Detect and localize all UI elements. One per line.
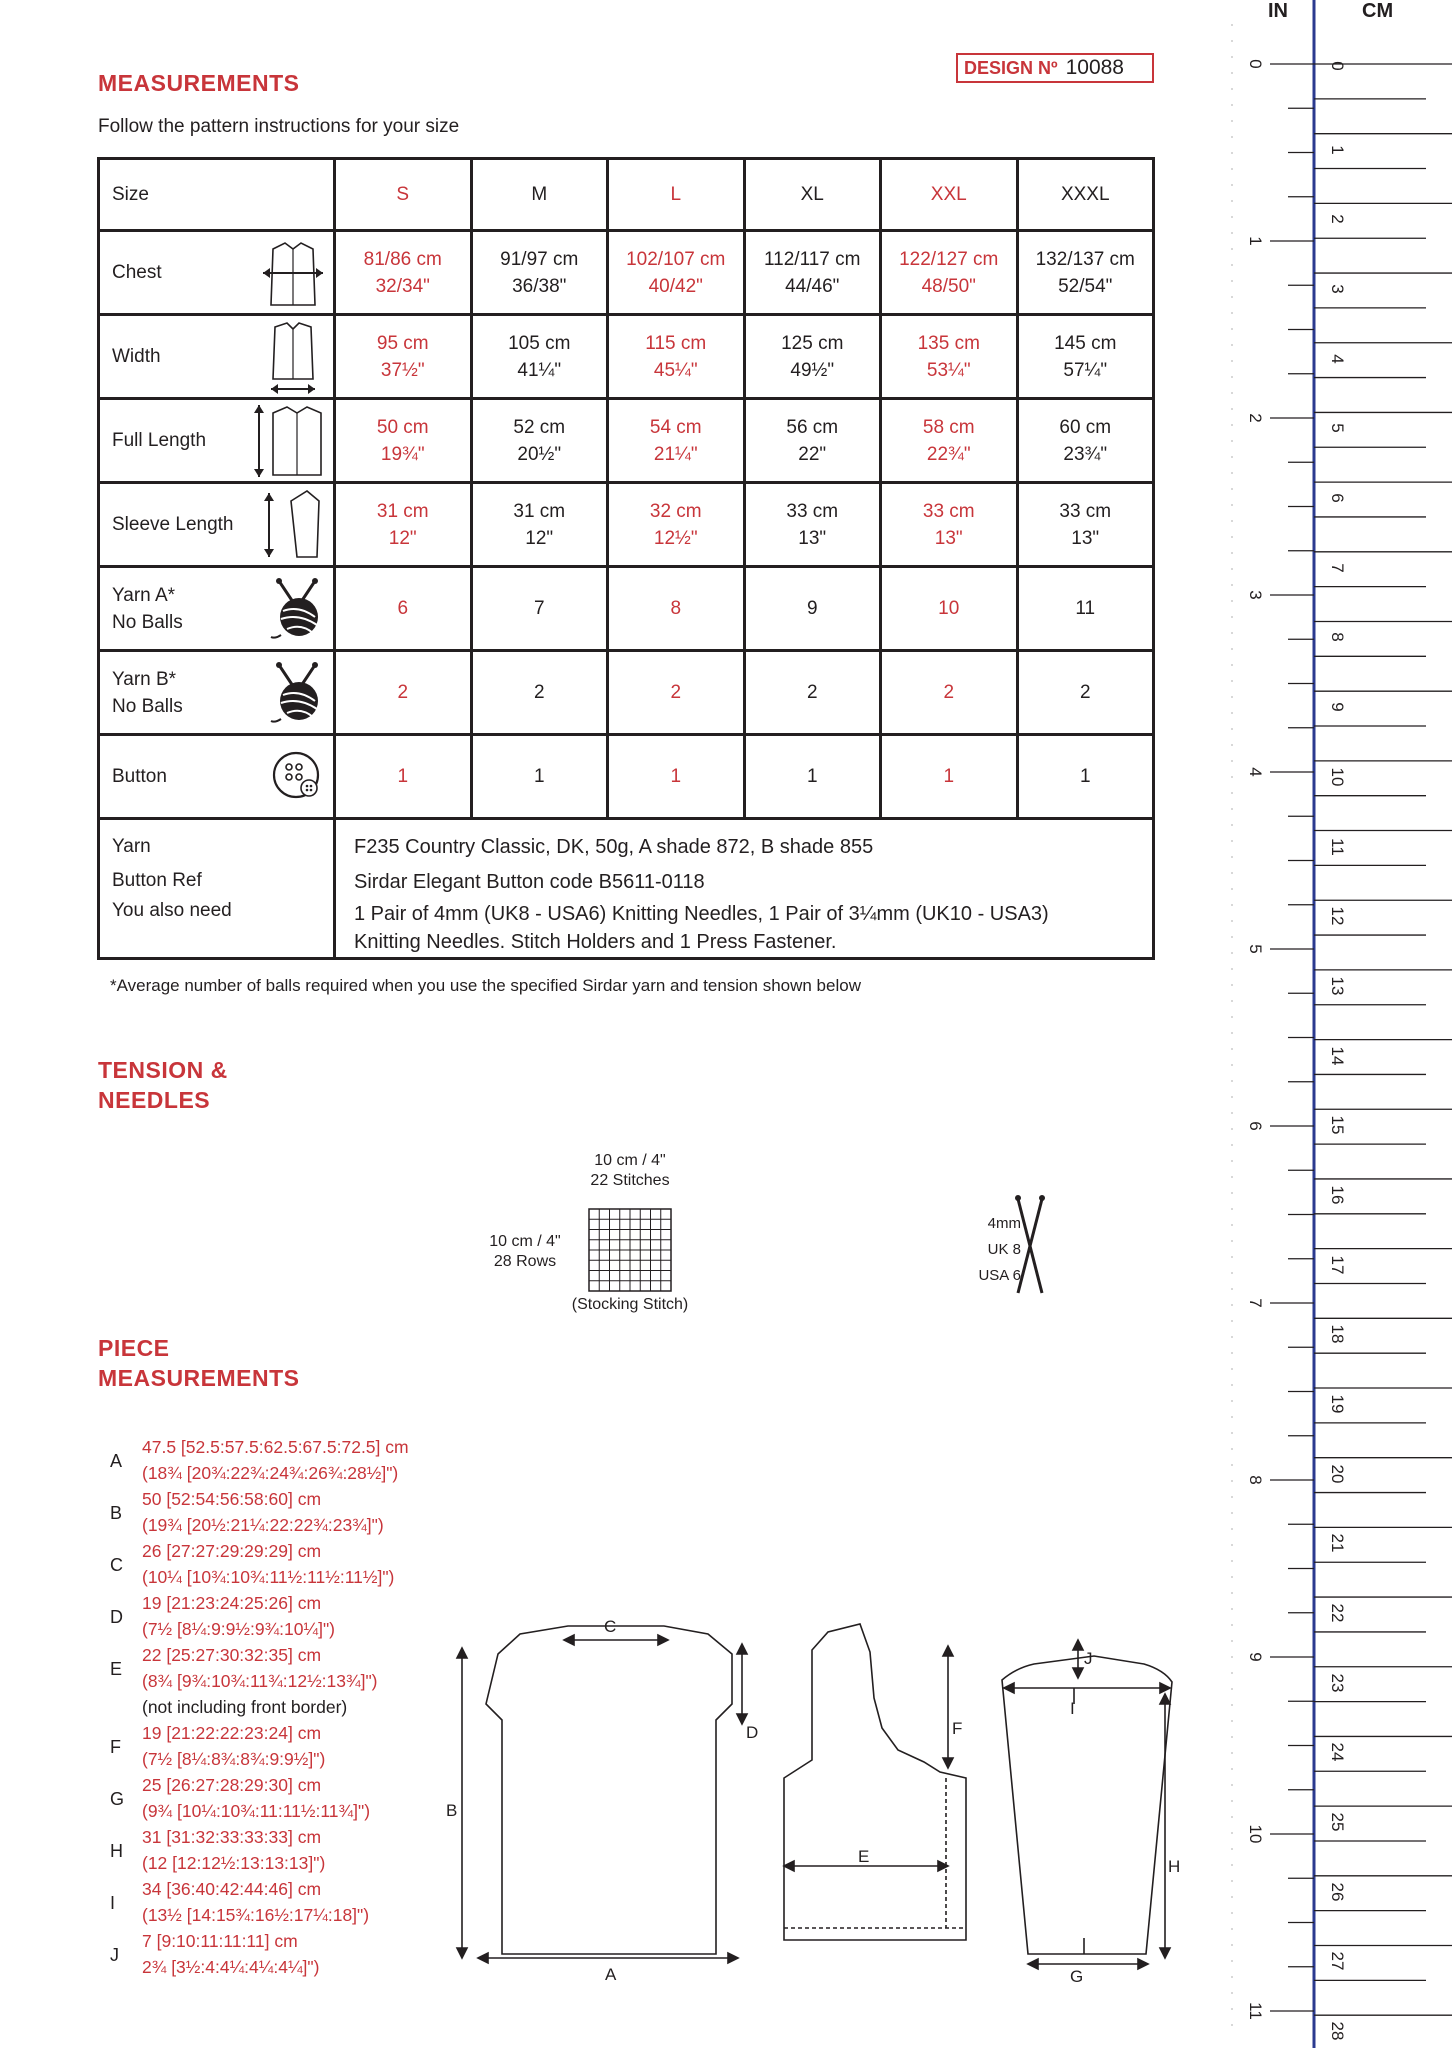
diagram-label-j: J [1084,1649,1093,1668]
knitting-needles-icon [1010,1193,1050,1297]
inch-number: 9 [1246,1652,1265,1662]
front-border-line [784,1778,966,1928]
diagram-label-e: E [858,1847,870,1866]
piece-item-d: D 19 [21:23:24:25:26] cm (7½ [8¼:9:9½:9¾:10¼]") [110,1593,336,1639]
piece-item-f: F 19 [21:22:22:23:24] cm (7½ [8¼:8¾:8¾:9:9½]") [110,1723,326,1769]
tension-grid [588,1208,672,1292]
cm-number: 25 [1328,1812,1347,1832]
sleeve-length-xxl: 33 cm 13" [881,483,1018,567]
yarn-a-row [99,567,1154,651]
width-row [99,315,1154,399]
materials-row [99,819,1154,959]
yarn-a-xxxl: 11 [1017,567,1154,651]
cm-number: 11 [1328,837,1347,856]
yarn-b-m: 2 [471,651,608,735]
sleeve-piece-outline [1002,1656,1172,1954]
back-piece-outline [486,1626,732,1954]
yarn-info-label: Yarn [112,836,151,857]
size-s: S [335,159,472,231]
cm-number: 0 [1328,61,1347,71]
cm-number: 15 [1328,1115,1347,1135]
full-length-l: 54 cm 21¼" [608,399,745,483]
chest-xl: 112/117 cm 44/46" [744,231,881,315]
yarn-b-xxxl: 2 [1017,651,1154,735]
piece-item-i: I 34 [36:40:42:44:46] cm (13½ [14:15¾:16½:17¼:18]") [110,1879,370,1925]
cm-number: 22 [1328,1603,1347,1623]
full-length-m: 52 cm 20½" [471,399,608,483]
stitches-label: 10 cm / 4" 22 Stitches [590,1152,670,1189]
cm-number: 10 [1328,767,1347,787]
chest-xxxl: 132/137 cm 52/54" [1017,231,1154,315]
full-length-xxl: 58 cm 22¾" [881,399,1018,483]
yarn-a-label-cell [99,567,335,651]
cm-number: 20 [1328,1464,1347,1484]
cm-number: 17 [1328,1255,1347,1275]
chest-xxl: 122/127 cm 48/50" [881,231,1018,315]
full-length-xxxl: 60 cm 23¾" [1017,399,1154,483]
cm-number: 24 [1328,1742,1347,1762]
chest-label-cell [99,231,335,315]
width-l: 115 cm 45¼" [608,315,745,399]
chest-width-icon [261,235,325,311]
inch-number: 4 [1246,767,1265,777]
needle-size: 4mm UK 8 USA 6 [978,1215,1021,1284]
yarn-a-l: 8 [608,567,745,651]
piece-item-g: G 25 [26:27:28:29:30] cm (9¾ [10¼:10¾:11:11½:11¾]") [110,1775,371,1821]
size-xxxl: XXXL [1017,159,1154,231]
inch-number: 1 [1246,236,1265,246]
front-piece-outline [784,1624,966,1940]
cm-number: 19 [1328,1394,1347,1414]
sleeve-length-xxxl: 33 cm 13" [1017,483,1154,567]
yarn-b-row [99,651,1154,735]
button-label-cell [99,735,335,819]
yarn-ball-icon [269,661,325,725]
yarn-b-xl: 2 [744,651,881,735]
cm-number: 3 [1328,284,1347,294]
width-xxl: 135 cm 53¼" [881,315,1018,399]
piece-measurements-list [108,1434,468,1980]
ruler-cm-label: CM [1362,0,1394,22]
piece-measurements-heading: PIECE MEASUREMENTS [98,1335,300,1391]
cm-number: 4 [1328,354,1347,364]
inch-number: 8 [1246,1475,1265,1485]
yarn-a-label: Yarn A* No Balls [112,584,183,633]
yarn-ball-icon [269,577,325,641]
button-label: Button [112,766,167,787]
full-length-icon [253,401,325,481]
width-label-cell [99,315,335,399]
cm-number: 13 [1328,976,1347,996]
button-icon [271,750,325,804]
tension-heading: TENSION & NEEDLES [98,1057,228,1113]
cm-number: 14 [1328,1046,1347,1066]
stitch-type: (Stocking Stitch) [571,1296,689,1313]
yarn-b-label: Yarn B* No Balls [112,668,183,717]
piece-item-a: A 47.5 [52.5:57.5:62.5:67.5:72.5] cm (18¾ [20¾:22¾:24¾:26¾:28½]") [110,1437,409,1483]
chest-s: 81/86 cm 32/34" [335,231,472,315]
full-length-xl: 56 cm 22" [744,399,881,483]
balls-footnote: *Average number of balls required when you use the specified Sirdar yarn and tension shown below [110,976,861,995]
size-header: Size [99,159,335,231]
sleeve-length-l: 32 cm 12½" [608,483,745,567]
full-length-label: Full Length [112,430,207,451]
cm-number: 9 [1328,702,1347,712]
cm-number: 26 [1328,1882,1347,1902]
full-length-row [99,399,1154,483]
button-s: 1 [335,735,472,819]
inch-number: 0 [1246,59,1265,69]
cm-number: 7 [1328,563,1347,573]
yarn-a-m: 7 [471,567,608,651]
diagram-label-d: D [746,1723,759,1742]
size-m: M [471,159,608,231]
sleeve-length-xl: 33 cm 13" [744,483,881,567]
also-need-value-1: 1 Pair of 4mm (UK8 - USA6) Knitting Needles, 1 Pair of 3¼mm (UK10 - USA3) [354,903,1049,925]
width-s: 95 cm 37½" [335,315,472,399]
button-l: 1 [608,735,745,819]
diagram-label-g: G [1070,1967,1084,1986]
design-number-box [956,53,1154,83]
piece-diagrams [440,1608,1200,1988]
yarn-b-s: 2 [335,651,472,735]
width-m: 105 cm 41¼" [471,315,608,399]
cm-number: 23 [1328,1673,1347,1693]
inch-ticks [1270,64,1314,2011]
piece-item-h: H 31 [31:32:33:33:33] cm (12 [12:12½:13:13:13]") [110,1827,326,1873]
chest-label: Chest [112,262,162,283]
sleeve-length-label-cell [99,483,335,567]
sleeve-length-label: Sleeve Length [112,514,234,535]
cm-number: 21 [1328,1533,1347,1553]
sleeve-length-icon [261,487,325,563]
sleeve-length-m: 31 cm 12" [471,483,608,567]
width-xl: 125 cm 49½" [744,315,881,399]
size-xxl: XXL [881,159,1018,231]
yarn-a-xl: 9 [744,567,881,651]
ruler-in-label: IN [1268,0,1288,22]
piece-item-j: J 7 [9:10:11:11:11] cm 2¾ [3½:4:4¼:4¼:4¼]") [110,1931,320,1977]
cm-number: 16 [1328,1185,1347,1205]
size-row [99,159,1154,231]
cm-number: 5 [1328,423,1347,434]
button-xl: 1 [744,735,881,819]
yarn-a-s: 6 [335,567,472,651]
yarn-a-xxl: 10 [881,567,1018,651]
yarn-b-l: 2 [608,651,745,735]
inch-number: 3 [1246,590,1265,600]
sleeve-length-row [99,483,1154,567]
design-number: 10088 [1065,56,1124,79]
piece-item-c: C 26 [27:27:29:29:29] cm (10¼ [10¾:10¾:11½:11½:11½]") [110,1541,395,1587]
materials-labels [99,819,335,959]
full-length-label-cell [99,399,335,483]
cm-number: 27 [1328,1952,1347,1971]
inch-number: 10 [1246,1824,1265,1844]
sleeve-length-s: 31 cm 12" [335,483,472,567]
width-label: Width [112,346,161,367]
yarn-b-label-cell [99,651,335,735]
diagram-label-b: B [446,1801,458,1820]
button-m: 1 [471,735,608,819]
cm-number: 18 [1328,1324,1347,1344]
button-xxxl: 1 [1017,735,1154,819]
garment-width-icon [261,319,325,395]
yarn-info-value: F235 Country Classic, DK, 50g, A shade 872, B shade 855 [354,836,874,858]
size-xl: XL [744,159,881,231]
cm-number: 12 [1328,906,1347,926]
inch-number: 2 [1246,413,1265,423]
rows-label: 10 cm / 4" 28 Rows [489,1233,561,1270]
button-xxl: 1 [881,735,1018,819]
diagram-label-i: I [1070,1699,1075,1718]
yarn-b-xxl: 2 [881,651,1018,735]
button-row [99,735,1154,819]
cm-number: 2 [1328,214,1347,225]
full-length-s: 50 cm 19¾" [335,399,472,483]
button-ref-label: Button Ref [112,870,202,891]
diagram-label-h: H [1168,1857,1181,1876]
piece-item-e: E 22 [25:27:30:32:35] cm (8¾ [9¾:10¾:11¾:12½:13¾]") (not including front border) [110,1645,378,1717]
inch-number: 11 [1246,2002,1265,2020]
also-need-label: You also need [112,900,232,921]
chest-row [99,231,1154,315]
cm-number: 8 [1328,632,1347,643]
cm-number: 1 [1328,144,1347,155]
measurements-heading: MEASUREMENTS [98,70,300,96]
inch-number: 6 [1246,1121,1265,1131]
measurements-table [97,157,1155,960]
diagram-label-c: C [604,1617,617,1636]
design-label: DESIGN Nº [964,57,1058,78]
also-need-value-2: Knitting Needles. Stitch Holders and 1 Press Fastener. [354,931,837,953]
chest-m: 91/97 cm 36/38" [471,231,608,315]
button-ref-value: Sirdar Elegant Button code B5611-0118 [354,871,705,893]
inch-number: 5 [1246,944,1265,954]
cm-number: 6 [1328,493,1347,503]
diagram-label-f: F [952,1719,963,1738]
width-xxxl: 145 cm 57¼" [1017,315,1154,399]
materials-values [335,819,1154,959]
piece-item-b: B 50 [52:54:56:58:60] cm (19¾ [20½:21¼:22:22¾:23¾]") [110,1489,384,1535]
inch-number: 7 [1246,1298,1265,1308]
diagram-label-a: A [605,1965,617,1984]
chest-l: 102/107 cm 40/42" [608,231,745,315]
size-l: L [608,159,745,231]
measurements-subheading: Follow the pattern instructions for your size [98,116,460,137]
cm-number: 28 [1328,2021,1347,2041]
